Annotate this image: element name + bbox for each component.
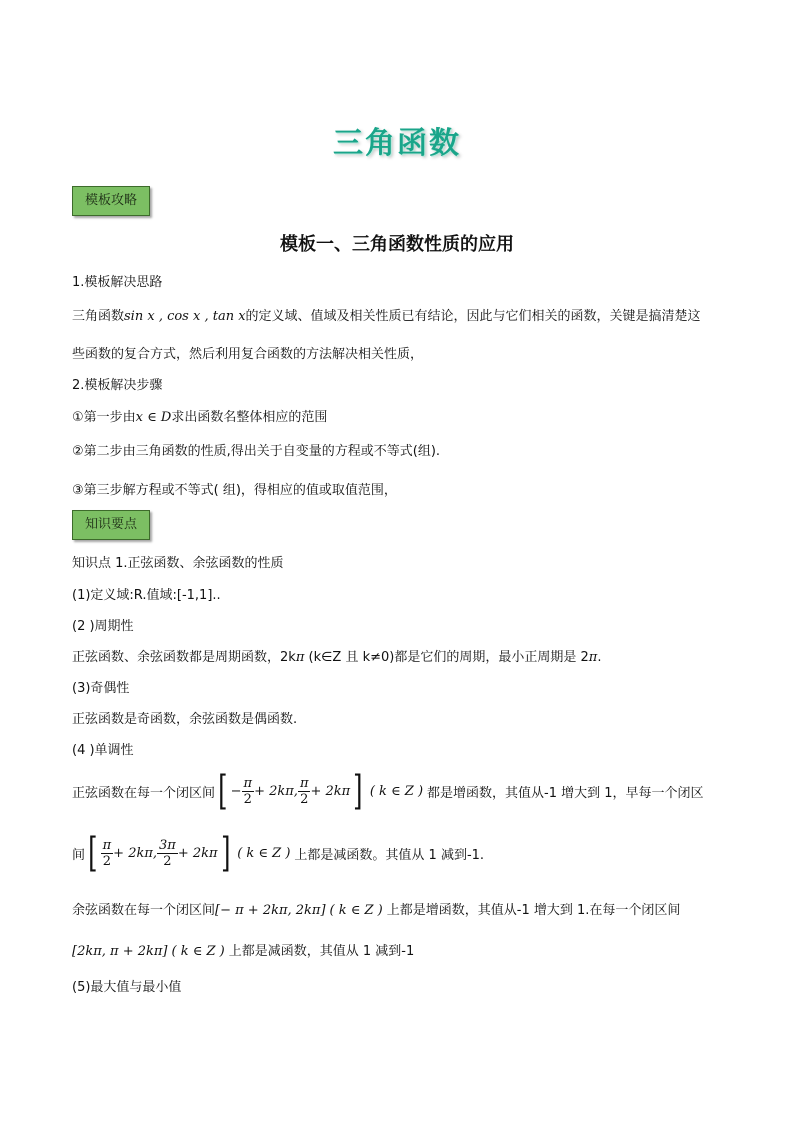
domain-condition: x ∈ D	[135, 410, 172, 425]
parity-text: 正弦函数是奇函数，余弦函数是偶函数.	[72, 712, 298, 727]
sine-decreasing-line: 间 [ $\frac{\pi}{2}$ + 2kπ, $\frac{3\pi}{2}$ + 2kπ ] ( k ∈ Z ) 上都是减函数。其值从 1 减到-1.	[72, 830, 485, 876]
step-2: ②第二步由三角函数的性质,得出关于自变量的方程或不等式(组).	[72, 444, 441, 459]
heading-periodicity: (2 )周期性	[72, 619, 134, 634]
left-bracket: [	[218, 768, 228, 814]
interval-cos-decreasing: [2kπ, π + 2kπ]	[72, 944, 168, 959]
interval-cos-increasing: [− π + 2kπ, 2kπ]	[215, 903, 326, 918]
step-3: ③第三步解方程或不等式( 组)，得相应的值或取值范围，	[72, 483, 397, 498]
periodicity-text: 正弦函数、余弦函数都是周期函数，2kπ (k∈Z 且 k≠0)都是它们的周期，最小正周期是 2π.	[72, 650, 602, 665]
sine-increasing-line: 正弦函数在每一个闭区间 [ − $\frac{\pi}{2}$ + 2kπ, $\frac{\pi}{2}$ + 2kπ ] ( k ∈ Z ) 都是增函数，其值从-1 增大到 1，早每一个闭区	[72, 768, 704, 814]
cosine-increasing-line: 余弦函数在每一个闭区间[− π + 2kπ, 2kπ] ( k ∈ Z ) 上都是增函数，其值从-1 增大到 1.在每一个闭区间	[72, 903, 681, 918]
heading-monotonicity: (4 )单调性	[72, 743, 134, 758]
trig-functions: sin x , cos x , tan x	[124, 309, 246, 324]
right-bracket: ]	[220, 830, 231, 876]
knowledge-point-1: 知识点 1.正弦函数、余弦函数的性质	[72, 556, 284, 571]
cosine-decreasing-line: [2kπ, π + 2kπ] ( k ∈ Z ) 上都是减函数，其值从 1 减到-1	[72, 944, 415, 959]
step-1: ①第一步由x ∈ D求出函数名整体相应的范围	[72, 410, 328, 425]
heading-approach: 1.模板解决思路	[72, 275, 163, 290]
heading-steps: 2.模板解决步骤	[72, 378, 163, 393]
fraction-pi-over-2: $\frac{\pi}{2}$	[243, 775, 253, 807]
approach-paragraph-line2: 些函数的复合方式，然后利用复合函数的方法解决相关性质，	[72, 347, 424, 362]
domain-range: (1)定义域:R.值域:[-1,1]..	[72, 588, 221, 603]
tag-knowledge-points: 知识要点	[72, 510, 150, 540]
approach-paragraph-line1: 三角函数sin x , cos x , tan x的定义域、值域及相关性质已有结论，因此与它们相关的函数，关键是搞清楚这	[72, 309, 701, 324]
left-bracket: [	[88, 830, 98, 876]
right-bracket: ]	[353, 768, 363, 814]
fraction-pi-over-2: $\frac{\pi}{2}$	[299, 775, 309, 807]
section-title: 模板一、三角函数性质的应用	[280, 234, 514, 255]
heading-max-min: (5)最大值与最小值	[72, 980, 182, 995]
page-title: 三角函数	[333, 126, 461, 161]
heading-parity: (3)奇偶性	[72, 681, 130, 696]
fraction-3pi-over-2: $\frac{3\pi}{2}$	[159, 837, 176, 869]
tag-template-strategy: 模板攻略	[72, 186, 150, 216]
fraction-pi-over-2: $\frac{\pi}{2}$	[102, 837, 112, 869]
